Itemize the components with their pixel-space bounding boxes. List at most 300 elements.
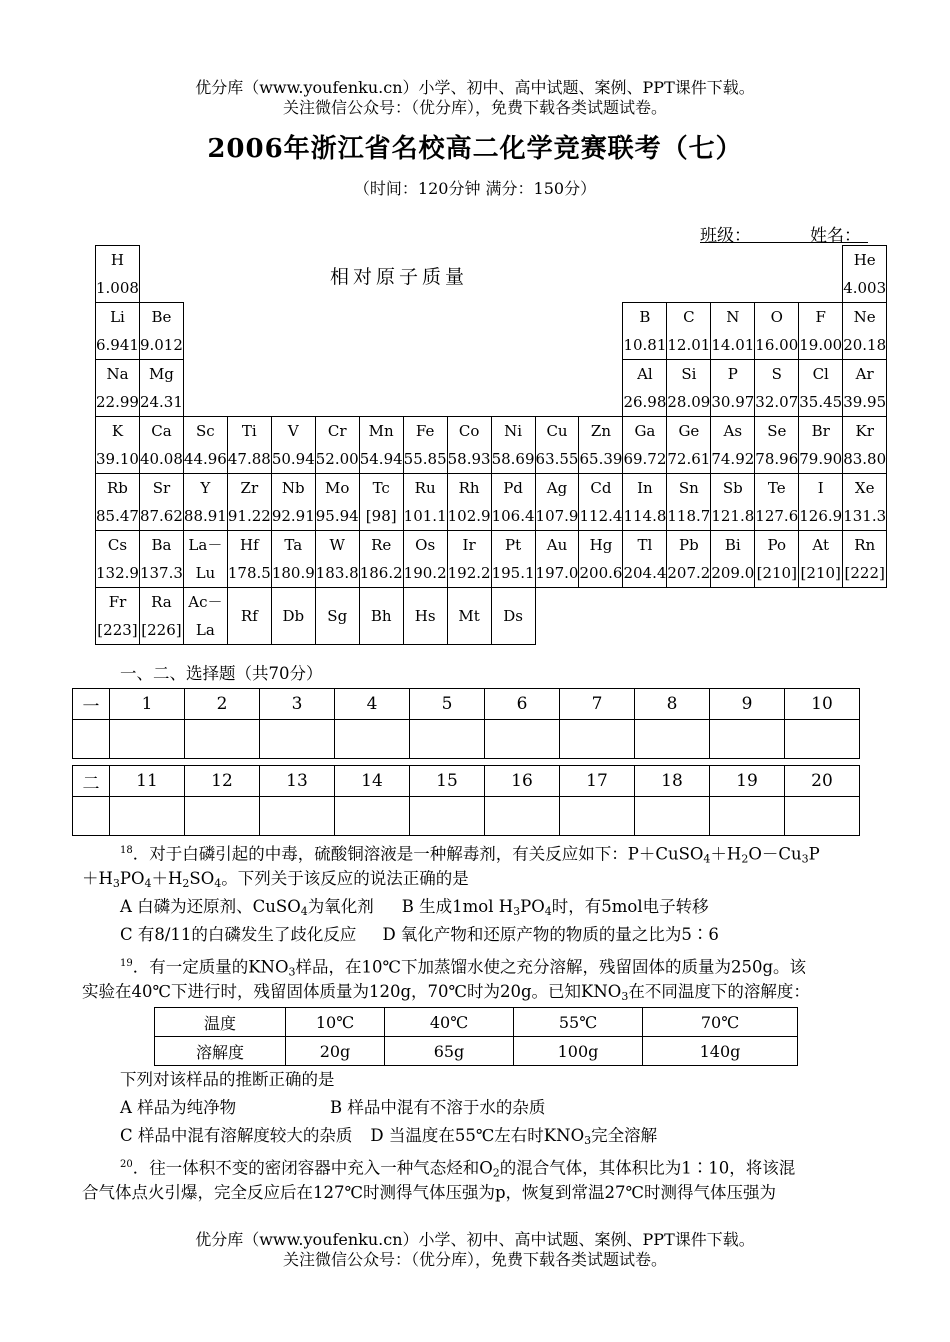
element-cell	[447, 588, 491, 645]
element-cell	[96, 474, 140, 531]
question-number-cell: 5	[410, 689, 485, 720]
solubility-header: 55℃	[514, 1008, 643, 1037]
element-symbol: Li	[110, 308, 125, 326]
question-number-cell: 4	[335, 689, 410, 720]
class-name-line	[700, 221, 868, 246]
element-symbol: P	[727, 365, 738, 383]
answer-cell[interactable]	[635, 797, 710, 836]
empty-cell	[359, 303, 403, 360]
element-cell	[139, 474, 183, 531]
element-mass: 28.09	[667, 393, 711, 411]
element-symbol: Sc	[196, 422, 215, 440]
header-line-2: 关注微信公众号：（优分库），免费下载各类试题试卷。	[282, 98, 667, 117]
element-symbol: Ar	[855, 365, 874, 383]
element-symbol: I	[817, 479, 824, 497]
element-mass: 10.81	[623, 336, 667, 354]
element-cell	[403, 588, 447, 645]
element-cell	[271, 417, 315, 474]
element-symbol: Kr	[855, 422, 874, 440]
element-symbol: Tl	[637, 536, 653, 554]
element-mass: 91.22	[227, 507, 271, 525]
question-number-cell: 2	[185, 689, 260, 720]
element-symbol: Rn	[854, 536, 876, 554]
element-symbol: Sb	[722, 479, 743, 497]
element-cell	[227, 474, 271, 531]
element-symbol: Ga	[634, 422, 656, 440]
empty-cell	[183, 303, 227, 360]
element-cell	[711, 417, 755, 474]
element-symbol: Cl	[812, 365, 829, 383]
element-mass: 121.8	[711, 507, 755, 525]
answer-row-label: 一	[73, 689, 110, 720]
element-symbol: Db	[282, 607, 305, 625]
element-symbol: Xe	[854, 479, 875, 497]
element-cell	[711, 474, 755, 531]
element-mass: 65.39	[579, 450, 623, 468]
solubility-value: 140g	[643, 1037, 798, 1066]
periodic-row	[96, 360, 887, 417]
element-mass: 131.3	[843, 507, 887, 525]
question-number-cell: 13	[260, 766, 335, 797]
solubility-header: 温度	[155, 1008, 286, 1037]
element-mass: 6.941	[96, 336, 139, 354]
question-18-stem: $^{18}$．对于白磷引起的中毒，硫酸铜溶液是一种解毒剂，有关反应如下：$P+CuSO_4+H_2O-Cu_3P$	[120, 844, 820, 866]
element-mass: 95.94	[315, 507, 359, 525]
element-mass: 58.93	[447, 450, 491, 468]
answer-cell[interactable]	[335, 797, 410, 836]
periodic-row	[96, 531, 887, 588]
element-mass: [222]	[844, 564, 885, 582]
empty-cell	[227, 246, 271, 303]
question-20-stem-2: 合气体点火引爆，完全反应后在127℃时测得气体压强为p，恢复到常温27℃时测得气体压强为	[82, 1183, 776, 1202]
element-symbol: La－	[188, 536, 223, 554]
answer-cell[interactable]	[335, 720, 410, 759]
element-symbol: Pt	[504, 536, 522, 554]
element-mass: 118.7	[667, 507, 711, 525]
element-mass: 183.8	[315, 564, 359, 582]
element-cell	[623, 531, 667, 588]
element-cell	[96, 531, 140, 588]
question-19-stem: $^{19}$．有一定质量的$KNO_3$样品，在10℃下加蒸馏水使之充分溶解，残留固体的质量为250g。该	[120, 957, 807, 979]
element-symbol: Ge	[678, 422, 700, 440]
element-cell	[315, 531, 359, 588]
element-symbol: Sn	[678, 479, 699, 497]
element-cell	[491, 588, 535, 645]
element-cell	[755, 360, 799, 417]
answer-cell[interactable]	[710, 720, 785, 759]
element-symbol: H	[110, 251, 125, 269]
element-symbol: Ni	[504, 422, 523, 440]
element-mass: 186.2	[359, 564, 403, 582]
element-mass: 58.69	[491, 450, 535, 468]
element-symbol: O	[770, 308, 783, 326]
element-mass: 44.96	[183, 450, 227, 468]
element-mass: 101.1	[403, 507, 447, 525]
element-cell	[227, 531, 271, 588]
answer-cell[interactable]	[260, 720, 335, 759]
question-18-stem-2: $+H_3PO_4+H_2SO_4$。下列关于该反应的说法正确的是	[82, 869, 469, 890]
question-number-cell: 20	[785, 766, 860, 797]
element-symbol: Ir	[462, 536, 476, 554]
element-mass: 207.2	[667, 564, 711, 582]
element-cell	[755, 531, 799, 588]
element-mass: 92.91	[271, 507, 315, 525]
solubility-header: 70℃	[643, 1008, 798, 1037]
element-cell	[359, 531, 403, 588]
question-number-cell: 15	[410, 766, 485, 797]
empty-cell	[315, 303, 359, 360]
element-mass: 126.9	[799, 507, 843, 525]
element-symbol: Cs	[107, 536, 128, 554]
question-number-cell: 16	[485, 766, 560, 797]
element-cell	[843, 531, 887, 588]
element-cell	[843, 360, 887, 417]
element-symbol: Bh	[370, 607, 392, 625]
question-number-cell: 6	[485, 689, 560, 720]
element-mass: 200.6	[579, 564, 623, 582]
element-cell	[315, 474, 359, 531]
element-symbol: Be	[151, 308, 172, 326]
answer-row-label: 二	[73, 766, 110, 797]
element-mass: 209.0	[711, 564, 755, 582]
answer-cell[interactable]	[410, 797, 485, 836]
element-cell	[755, 417, 799, 474]
element-cell	[96, 246, 140, 303]
element-cell	[711, 303, 755, 360]
empty-cell	[755, 588, 799, 645]
element-symbol: W	[329, 536, 345, 554]
name-label: 姓名：	[810, 226, 861, 246]
element-mass: [210]	[756, 564, 797, 582]
element-cell	[139, 303, 183, 360]
header-line-1: 优分库（www.youfenku.cn）小学、初中、高中试题、案例、PPT课件下载。	[195, 78, 755, 97]
element-symbol: Co	[458, 422, 480, 440]
element-cell	[667, 474, 711, 531]
element-cell	[535, 417, 579, 474]
element-mass: 22.99	[96, 393, 139, 411]
element-symbol: He	[853, 251, 876, 269]
element-symbol: Si	[681, 365, 697, 383]
answer-cell[interactable]	[785, 720, 860, 759]
element-symbol: N	[726, 308, 740, 326]
answer-cell[interactable]	[485, 797, 560, 836]
element-symbol: Ds	[503, 607, 523, 625]
element-mass: 74.92	[711, 450, 755, 468]
element-mass: 72.61	[667, 450, 711, 468]
element-symbol: Mg	[148, 365, 174, 383]
empty-cell	[667, 588, 711, 645]
element-symbol: Na	[106, 365, 129, 383]
answer-cell[interactable]	[73, 720, 110, 759]
element-symbol: Br	[811, 422, 830, 440]
element-symbol: B	[639, 308, 651, 326]
element-mass: 180.9	[271, 564, 315, 582]
element-cell	[843, 246, 887, 303]
periodic-row	[96, 474, 887, 531]
element-symbol: Ag	[546, 479, 568, 497]
solubility-header: 40℃	[385, 1008, 514, 1037]
question-19-stem-2: 实验在40℃下进行时，残留固体质量为120g，70℃时为20g。已知$KNO_3$在不同温度下的溶解度：	[82, 982, 810, 1003]
element-symbol: Hg	[589, 536, 613, 554]
element-symbol: Mt	[458, 607, 480, 625]
element-mass: 195.1	[491, 564, 535, 582]
answer-input-row-2	[73, 797, 860, 836]
element-cell	[623, 474, 667, 531]
element-mass: 35.45	[799, 393, 843, 411]
periodic-row	[96, 246, 887, 303]
element-cell	[183, 531, 227, 588]
empty-cell	[623, 246, 667, 303]
element-cell	[799, 360, 843, 417]
empty-cell	[491, 360, 535, 417]
element-cell	[799, 417, 843, 474]
element-cell	[447, 474, 491, 531]
element-cell	[271, 531, 315, 588]
element-symbol: Os	[415, 536, 436, 554]
element-mass: 132.9	[96, 564, 139, 582]
empty-cell	[227, 303, 271, 360]
element-cell	[447, 417, 491, 474]
empty-cell	[579, 588, 623, 645]
element-symbol: Se	[767, 422, 787, 440]
empty-cell	[711, 246, 755, 303]
separator-cell	[73, 759, 860, 766]
element-symbol: Cr	[327, 422, 347, 440]
element-cell	[139, 417, 183, 474]
answer-cell[interactable]	[185, 720, 260, 759]
element-symbol: Y	[200, 479, 211, 497]
answer-cell[interactable]	[110, 797, 185, 836]
empty-cell	[667, 246, 711, 303]
empty-cell	[579, 303, 623, 360]
class-label: 班级：	[700, 226, 751, 246]
question-18-options-ab: A 白磷为还原剂、CuSO$_4$为氧化剂 B 生成1mol $H_3PO_4$时，有5mol电子转移	[120, 897, 709, 918]
element-symbol: Zr	[240, 479, 259, 497]
answer-separator	[73, 759, 860, 766]
solubility-value: 20g	[286, 1037, 385, 1066]
element-cell	[623, 303, 667, 360]
element-mass: 4.003	[843, 279, 887, 297]
periodic-row	[96, 417, 887, 474]
element-mass: 87.62	[139, 507, 183, 525]
question-number-cell: 14	[335, 766, 410, 797]
empty-cell	[315, 360, 359, 417]
element-symbol: Ta	[284, 536, 303, 554]
solubility-value: 65g	[385, 1037, 514, 1066]
element-mass: 39.95	[843, 393, 887, 411]
element-symbol: Cu	[546, 422, 568, 440]
element-cell	[755, 474, 799, 531]
element-symbol: Re	[371, 536, 392, 554]
element-mass: 16.00	[755, 336, 799, 354]
element-mass: [210]	[800, 564, 841, 582]
empty-cell	[227, 360, 271, 417]
element-cell	[711, 531, 755, 588]
element-symbol: Fr	[108, 593, 127, 611]
element-cell	[315, 588, 359, 645]
answer-section-heading: 一、二、选择题（共70分）	[120, 664, 323, 683]
element-cell	[359, 474, 403, 531]
empty-cell	[403, 360, 447, 417]
empty-cell	[403, 303, 447, 360]
element-symbol: K	[111, 422, 124, 440]
question-number-cell: 3	[260, 689, 335, 720]
element-cell	[799, 303, 843, 360]
footer-line-2: 关注微信公众号：（优分库），免费下载各类试题试卷。	[282, 1250, 667, 1269]
empty-cell	[535, 246, 579, 303]
question-number-cell: 7	[560, 689, 635, 720]
answer-cell[interactable]	[110, 720, 185, 759]
element-mass: 204.4	[623, 564, 667, 582]
element-symbol: Mo	[325, 479, 350, 497]
answer-cell[interactable]	[785, 797, 860, 836]
question-number-cell: 12	[185, 766, 260, 797]
question-19-options-cd: C 样品中混有溶解度较大的杂质 D 当温度在55℃左右时$KNO_3$完全溶解	[120, 1126, 658, 1147]
empty-cell	[535, 360, 579, 417]
empty-cell	[799, 246, 843, 303]
question-number-cell: 1	[110, 689, 185, 720]
element-symbol: Ti	[241, 422, 257, 440]
element-cell	[491, 531, 535, 588]
element-symbol: Ru	[414, 479, 436, 497]
answer-cell[interactable]	[485, 720, 560, 759]
element-cell	[623, 360, 667, 417]
answer-cell[interactable]	[185, 797, 260, 836]
element-cell	[96, 303, 140, 360]
solubility-value: 100g	[514, 1037, 643, 1066]
element-mass: 112.4	[579, 507, 623, 525]
element-mass: 9.012	[139, 336, 183, 354]
answer-cell[interactable]	[710, 797, 785, 836]
element-cell	[579, 417, 623, 474]
question-number-cell: 18	[635, 766, 710, 797]
element-mass: 106.4	[491, 507, 535, 525]
footer-line-1: 优分库（www.youfenku.cn）小学、初中、高中试题、案例、PPT课件下载。	[195, 1230, 755, 1249]
element-mass: 26.98	[623, 393, 667, 411]
question-number-cell: 17	[560, 766, 635, 797]
element-cell	[799, 474, 843, 531]
solubility-header: 10℃	[286, 1008, 385, 1037]
element-symbol: At	[812, 536, 830, 554]
question-number-cell: 11	[110, 766, 185, 797]
element-mass: 69.72	[623, 450, 667, 468]
element-mass: 32.07	[755, 393, 799, 411]
element-mass: 78.96	[755, 450, 799, 468]
element-mass: 127.6	[755, 507, 799, 525]
element-cell	[667, 531, 711, 588]
empty-cell	[271, 246, 315, 303]
element-mass: 137.3	[139, 564, 183, 582]
element-mass: 55.85	[403, 450, 447, 468]
element-mass: 1.008	[96, 279, 139, 297]
periodic-table	[95, 245, 887, 645]
element-symbol: Ra	[151, 593, 172, 611]
answer-cell[interactable]	[73, 797, 110, 836]
element-mass: La	[195, 621, 215, 639]
question-number-cell: 19	[710, 766, 785, 797]
element-mass: 88.91	[183, 507, 227, 525]
element-symbol: Rh	[458, 479, 480, 497]
empty-cell	[535, 303, 579, 360]
empty-cell	[535, 588, 579, 645]
element-cell	[755, 303, 799, 360]
element-cell	[183, 417, 227, 474]
periodic-table-label: 相对原子质量	[330, 266, 469, 288]
answer-cell[interactable]	[260, 797, 335, 836]
element-mass: 39.10	[96, 450, 139, 468]
element-cell	[403, 531, 447, 588]
element-cell	[843, 417, 887, 474]
empty-cell	[579, 360, 623, 417]
solubility-table	[154, 1007, 798, 1066]
element-cell	[96, 360, 140, 417]
answer-cell[interactable]	[635, 720, 710, 759]
question-20-stem: $^{20}$．往一体积不变的密闭容器中充入一种气态烃和$O_2$的混合气体，其体积比为1∶10，将该混	[120, 1158, 796, 1180]
element-cell	[711, 360, 755, 417]
element-symbol: Pd	[503, 479, 523, 497]
element-cell	[139, 531, 183, 588]
element-symbol: Hf	[240, 536, 259, 554]
element-mass: 47.88	[227, 450, 271, 468]
answer-input-row-1	[73, 720, 860, 759]
empty-cell	[799, 588, 843, 645]
element-symbol: Fe	[415, 422, 435, 440]
element-symbol: As	[723, 422, 743, 440]
answer-cell[interactable]	[560, 797, 635, 836]
page-title: 2006年浙江省名校高二化学竞赛联考（七）	[207, 134, 743, 164]
element-cell	[623, 417, 667, 474]
element-symbol: Te	[767, 479, 786, 497]
element-mass: 107.9	[535, 507, 579, 525]
answer-cell[interactable]	[560, 720, 635, 759]
element-symbol: Bi	[724, 536, 741, 554]
element-symbol: Hs	[414, 607, 436, 625]
empty-cell	[491, 303, 535, 360]
element-cell	[843, 303, 887, 360]
element-mass: 19.00	[799, 336, 843, 354]
element-cell	[183, 588, 227, 645]
element-cell	[271, 588, 315, 645]
element-symbol: Sr	[152, 479, 171, 497]
periodic-row	[96, 303, 887, 360]
element-mass: 50.94	[271, 450, 315, 468]
element-mass: 63.55	[535, 450, 579, 468]
element-cell	[491, 417, 535, 474]
question-18-options-cd: C 有8/11的白磷发生了歧化反应 D 氧化产物和还原产物的物质的量之比为5∶6	[120, 925, 719, 944]
answer-grid	[72, 688, 860, 836]
element-cell	[447, 531, 491, 588]
element-cell	[139, 588, 183, 645]
element-symbol: Ne	[853, 308, 876, 326]
empty-cell	[271, 303, 315, 360]
element-mass: 20.18	[843, 336, 887, 354]
empty-cell	[755, 246, 799, 303]
element-mass: 178.5	[227, 564, 271, 582]
element-mass: Lu	[195, 564, 216, 582]
element-cell	[799, 531, 843, 588]
element-symbol: C	[683, 308, 695, 326]
question-number-cell: 8	[635, 689, 710, 720]
element-symbol: F	[815, 308, 826, 326]
empty-cell	[623, 588, 667, 645]
element-cell	[315, 417, 359, 474]
element-symbol: Po	[767, 536, 787, 554]
element-mass: 54.94	[359, 450, 403, 468]
element-cell	[667, 360, 711, 417]
element-cell	[535, 531, 579, 588]
answer-cell[interactable]	[410, 720, 485, 759]
element-cell	[491, 474, 535, 531]
